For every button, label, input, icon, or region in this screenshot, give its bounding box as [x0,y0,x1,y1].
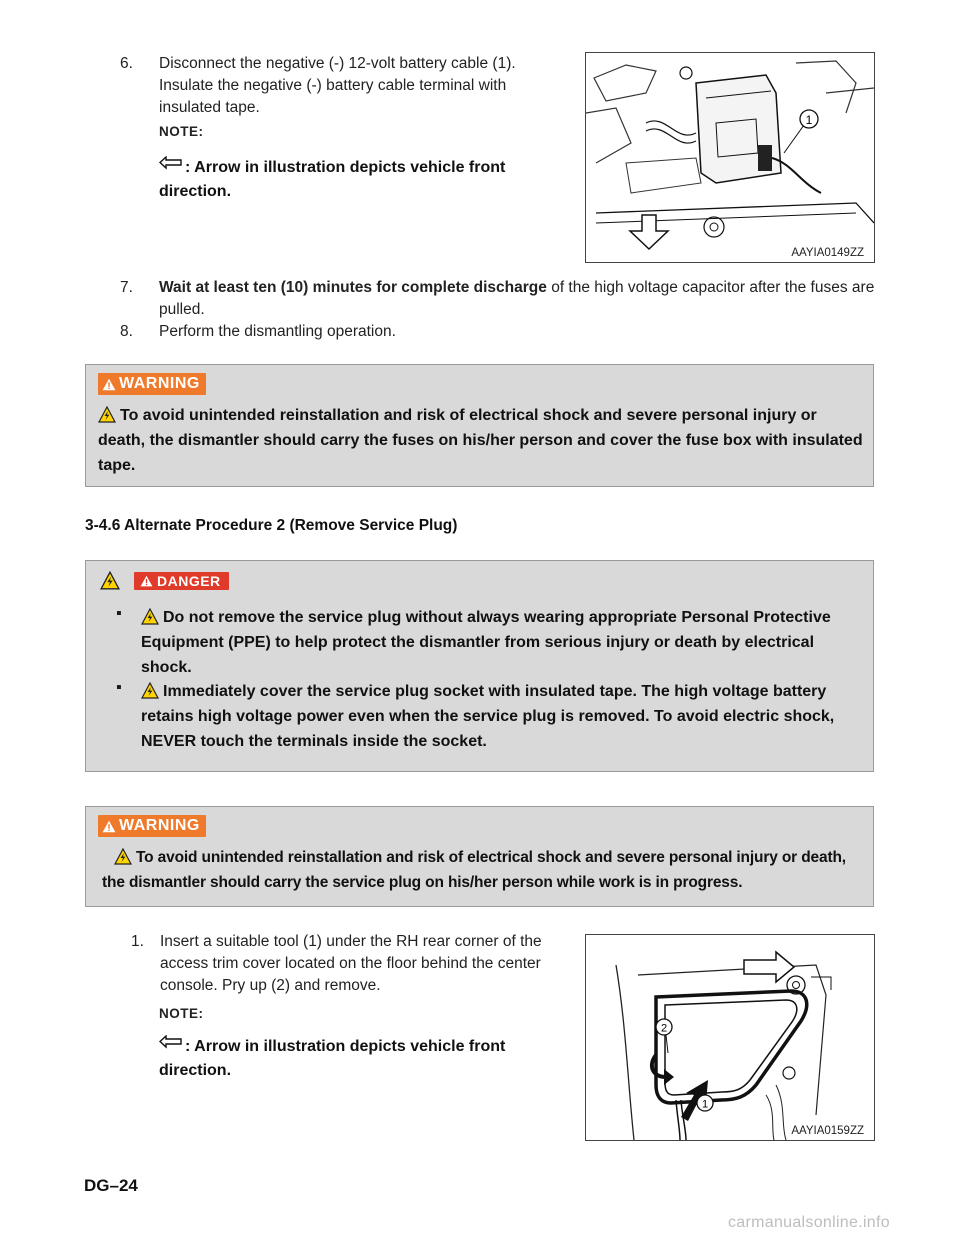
figure-code: AAYIA0159ZZ [791,1125,864,1137]
warning-text-content: To avoid unintended reinstallation and risk of electrical shock and severe personal injury or death, the dismantler should carry the fuses on his/her person and cover the fuse box with insulated tape. [98,407,863,474]
step-number: 6. [120,55,133,72]
watermark: carmanualsonline.info [728,1214,890,1231]
step-number: 7. [120,279,133,296]
danger-bullet-text: Immediately cover the service plug socket with insulated tape. The high voltage battery retains high voltage power even when the service plug is removed. To avoid electric shock, NEVER touch the terminals inside the socket. [141,683,835,750]
step-number: 1. [131,933,144,950]
warning-triangle-icon [102,820,116,833]
arrow-left-icon [159,156,183,170]
callout-2: 2 [660,1022,668,1035]
warning-badge-label: WARNING [119,375,200,392]
battery-illustration [586,53,874,262]
figure-battery-cable [585,52,875,263]
warning-box-fuses [85,364,874,487]
danger-box [85,560,874,772]
bullet-marker: ▪ [116,605,122,622]
step-8 [120,321,880,343]
step-number: 8. [120,323,133,340]
note-text-content: : Arrow in illustration depicts vehicle front direction. [159,1038,506,1079]
trim-cover-illustration [586,935,874,1140]
danger-badge [134,572,229,590]
arrow-left-icon [159,1035,183,1049]
figure-access-trim-cover [585,934,875,1141]
warning-badge-label: WARNING [119,817,200,834]
high-voltage-icon [141,608,159,625]
callout-1: 1 [805,113,813,127]
bullet-marker: ▪ [116,679,122,696]
step-text: Perform the dismantling operation. [159,323,396,340]
step-text-bold: Wait at least ten (10) minutes for complete discharge [159,279,547,296]
step-text: Disconnect the negative (-) 12-volt battery cable (1). Insulate the negative (-) battery cable terminal with insulated tape. [159,55,516,116]
danger-badge-label: DANGER [157,572,221,589]
warning-box-service-plug [85,806,874,907]
warning-badge [98,815,206,837]
note-text [159,156,549,204]
danger-bullet-1 [116,605,856,680]
note-label: NOTE: [159,124,204,139]
figure-code: AAYIA0149ZZ [791,247,864,259]
high-voltage-icon [98,406,116,423]
step-text [159,277,880,321]
warning-text-content: To avoid unintended reinstallation and risk of electrical shock and severe personal injury or death, the dismantler should carry the service plug on his/her person while work is in progress. [102,849,846,891]
danger-bullet-2 [116,679,856,754]
high-voltage-icon [100,571,120,590]
step-text-rest: of the high voltage capacitor after the fuses are pulled. [159,279,875,318]
section-title: 3-4.6 Alternate Procedure 2 (Remove Service Plug) [85,517,458,534]
warning-triangle-icon [140,575,153,587]
warning-triangle-icon [102,378,116,391]
step-1 [131,931,571,997]
callout-1: 1 [701,1098,709,1111]
page-number: DG–24 [84,1176,138,1195]
warning-badge [98,373,206,395]
danger-bullet-text: Do not remove the service plug without always wearing appropriate Personal Protective Equipment (PPE) to help protect the dismantler from serious injury or death by electrical shock. [141,609,831,676]
note-text-content: : Arrow in illustration depicts vehicle front direction. [159,159,506,200]
note-label: NOTE: [159,1006,204,1021]
step-7 [120,277,880,321]
step-6 [120,53,560,119]
high-voltage-icon [114,848,132,865]
warning-text [102,845,872,895]
step-text: Insert a suitable tool (1) under the RH rear corner of the access trim cover located on the floor behind the center console. Pry up (2) and remove. [160,933,542,994]
warning-text [98,403,868,478]
note-text [159,1035,549,1083]
high-voltage-icon [141,682,159,699]
